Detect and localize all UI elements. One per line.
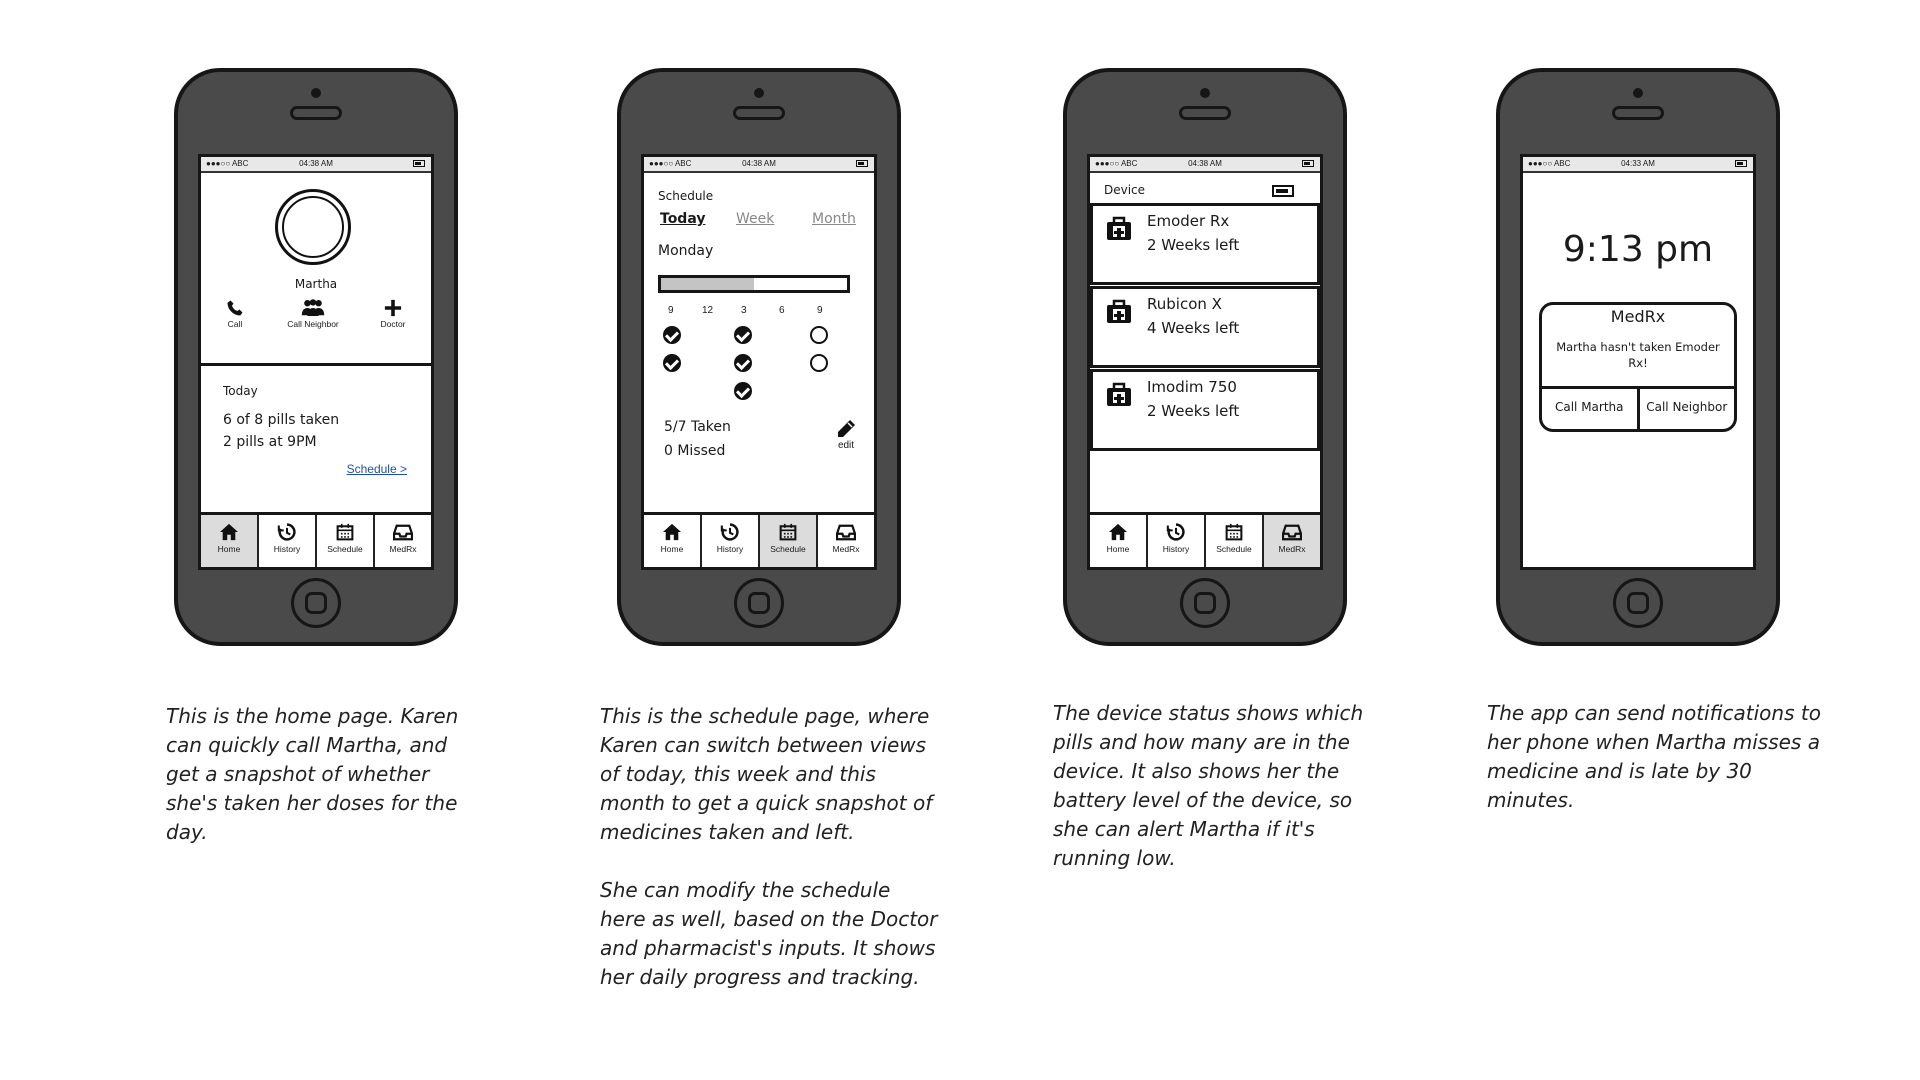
device-screen: [1087, 154, 1323, 570]
home-icon: [1108, 523, 1128, 541]
history-icon: [720, 523, 740, 541]
dose-taken-icon: [663, 354, 681, 372]
tab-label: MedRx: [1278, 544, 1306, 554]
caption-home: [166, 702, 476, 876]
dose-pending-icon: [810, 326, 828, 344]
tab-medrx[interactable]: [818, 515, 874, 567]
tab-label: Schedule: [327, 544, 363, 554]
device-item-name: Imodim 750: [1147, 378, 1237, 396]
caption-text: The app can send notifications to her phone when Martha misses a medicine and is late by 30 minutes.: [1487, 701, 1821, 812]
caption-text: She can modify the schedule here as well, based on the Doctor and pharmacist's inputs. It shows her daily progress and tracking.: [600, 878, 938, 989]
doctor-button[interactable]: [371, 299, 415, 329]
call-button[interactable]: [215, 299, 255, 329]
call-neighbor-button[interactable]: [277, 299, 349, 329]
device-item-name: Emoder Rx: [1147, 212, 1230, 230]
history-icon: [277, 523, 297, 541]
call-neighbor-button[interactable]: Call Neighbor: [1646, 400, 1728, 414]
inbox-icon: [836, 523, 856, 541]
avatar[interactable]: [275, 189, 351, 265]
device-battery-icon: [1272, 185, 1294, 197]
medkit-icon: [1105, 382, 1133, 408]
tab-label: Schedule: [770, 544, 806, 554]
tab-month[interactable]: Month: [812, 211, 856, 227]
tab-label: History: [273, 544, 301, 554]
tab-label: History: [1162, 544, 1190, 554]
battery-icon: [856, 160, 868, 167]
phone-home-button: [291, 578, 341, 628]
tab-medrx[interactable]: [1264, 515, 1320, 567]
progress-fill: [661, 278, 754, 290]
camera: [1633, 88, 1643, 98]
profile-name: Martha: [294, 277, 338, 291]
camera: [1200, 88, 1210, 98]
phone-notification: [1496, 68, 1780, 646]
device-item-remaining: 2 Weeks left: [1147, 236, 1240, 254]
status-time: 04:33 AM: [1621, 159, 1655, 168]
dose-taken-icon: [734, 354, 752, 372]
device-item-remaining: 2 Weeks left: [1147, 402, 1240, 420]
home-screen: [198, 154, 434, 570]
tab-bar: [1090, 512, 1320, 567]
call-label: Call: [227, 319, 243, 329]
status-bar: [644, 157, 874, 173]
caption-schedule: [600, 702, 940, 1021]
notification-message: Martha hasn't taken Emoder Rx!: [1556, 340, 1720, 370]
carrier-label: ●●●○○ ABC: [1095, 159, 1138, 168]
status-time: 04:38 AM: [299, 159, 333, 168]
users-icon: [301, 299, 325, 317]
calendar-icon: [778, 523, 798, 541]
device-item-remaining: 4 Weeks left: [1147, 319, 1240, 337]
tab-schedule[interactable]: [760, 515, 818, 567]
missed-count: 0 Missed: [664, 443, 726, 459]
tab-bar: [644, 512, 874, 567]
tab-label: Home: [217, 544, 241, 554]
speaker: [1612, 106, 1664, 120]
phone-device: [1063, 68, 1347, 646]
phone-icon: [226, 299, 244, 317]
taken-count: 5/7 Taken: [664, 419, 731, 435]
status-time: 04:38 AM: [1188, 159, 1222, 168]
schedule-title: Schedule: [658, 189, 714, 203]
tab-home[interactable]: [201, 515, 259, 567]
battery-icon: [1302, 160, 1314, 167]
lock-clock: 9:13 pm: [1562, 229, 1714, 270]
speaker: [733, 106, 785, 120]
battery-icon: [1735, 160, 1747, 167]
caption-text: This is the schedule page, where Karen can switch between views of today, this week and this month to get a quick snapshot of medicines taken and left.: [600, 704, 933, 844]
schedule-screen: [641, 154, 877, 570]
caption-text: The device status shows which pills and how many are in the device. It also shows her the battery level of the device, so she can alert Martha if it's running low.: [1053, 701, 1364, 870]
carrier-label: ●●●○○ ABC: [649, 159, 692, 168]
edit-label: edit: [837, 440, 855, 451]
inbox-icon: [393, 523, 413, 541]
dose-pending-icon: [810, 354, 828, 372]
inbox-icon: [1282, 523, 1302, 541]
caption-device: [1053, 699, 1383, 902]
pills-taken-text: 6 of 8 pills taken: [223, 412, 340, 428]
notification-card[interactable]: [1539, 302, 1737, 432]
status-bar: [1090, 157, 1320, 173]
tab-label: Home: [1106, 544, 1130, 554]
time-label: 9: [817, 305, 823, 316]
carrier-label: ●●●○○ ABC: [206, 159, 249, 168]
today-label: Today: [223, 384, 258, 398]
calendar-icon: [335, 523, 355, 541]
edit-button[interactable]: [836, 419, 856, 451]
phone-schedule: [617, 68, 901, 646]
battery-icon: [413, 160, 425, 167]
device-item[interactable]: [1090, 203, 1320, 285]
camera: [311, 88, 321, 98]
home-icon: [219, 523, 239, 541]
status-bar: [201, 157, 431, 173]
tab-week[interactable]: Week: [736, 211, 775, 227]
tab-home[interactable]: [644, 515, 702, 567]
status-bar: [1523, 157, 1753, 173]
time-label: 12: [702, 305, 714, 316]
tab-history[interactable]: [259, 515, 317, 567]
tab-label: Home: [660, 544, 684, 554]
history-icon: [1166, 523, 1186, 541]
call-martha-button[interactable]: Call Martha: [1542, 389, 1640, 429]
dose-taken-icon: [734, 326, 752, 344]
home-icon: [662, 523, 682, 541]
tab-label: MedRx: [832, 544, 860, 554]
medkit-icon: [1105, 216, 1133, 242]
camera: [754, 88, 764, 98]
tab-bar: [201, 512, 431, 567]
tab-label: MedRx: [389, 544, 417, 554]
device-title: Device: [1104, 183, 1146, 197]
tab-schedule[interactable]: [1206, 515, 1264, 567]
dose-taken-icon: [663, 326, 681, 344]
phone-home-button: [1613, 578, 1663, 628]
tab-today[interactable]: Today: [660, 211, 706, 227]
pencil-icon: [836, 419, 856, 439]
tab-schedule[interactable]: [317, 515, 375, 567]
plus-icon: [384, 299, 402, 317]
day-label: Monday: [658, 243, 714, 259]
device-item[interactable]: [1090, 369, 1320, 451]
device-item-name: Rubicon X: [1147, 295, 1222, 313]
doctor-label: Doctor: [380, 319, 406, 329]
tab-history[interactable]: [1148, 515, 1206, 567]
lock-screen: [1520, 154, 1756, 570]
tab-medrx[interactable]: [375, 515, 431, 567]
notification-app: MedRx: [1610, 307, 1666, 326]
tab-history[interactable]: [702, 515, 760, 567]
time-label: 3: [741, 305, 747, 316]
progress-bar: [658, 275, 850, 293]
tab-home[interactable]: [1090, 515, 1148, 567]
speaker: [290, 106, 342, 120]
carrier-label: ●●●○○ ABC: [1528, 159, 1571, 168]
notification-actions: [1542, 386, 1734, 429]
caption-notification: [1487, 699, 1827, 844]
phone-home: [174, 68, 458, 646]
phone-home-button: [734, 578, 784, 628]
speaker: [1179, 106, 1231, 120]
tab-label: Schedule: [1216, 544, 1252, 554]
time-label: 9: [668, 305, 674, 316]
today-card: [201, 366, 431, 518]
time-label: 6: [779, 305, 785, 316]
pills-next-text: 2 pills at 9PM: [223, 434, 317, 450]
call-neighbor-label: Call Neighbor: [287, 319, 339, 329]
dose-taken-icon: [734, 382, 752, 400]
device-item[interactable]: [1090, 286, 1320, 368]
calendar-icon: [1224, 523, 1244, 541]
status-time: 04:38 AM: [742, 159, 776, 168]
tab-label: History: [716, 544, 744, 554]
schedule-link[interactable]: Schedule >: [346, 462, 407, 476]
phone-home-button: [1180, 578, 1230, 628]
caption-text: This is the home page. Karen can quickly call Martha, and get a snapshot of whether she's taken her doses for the day.: [166, 704, 459, 844]
medkit-icon: [1105, 299, 1133, 325]
